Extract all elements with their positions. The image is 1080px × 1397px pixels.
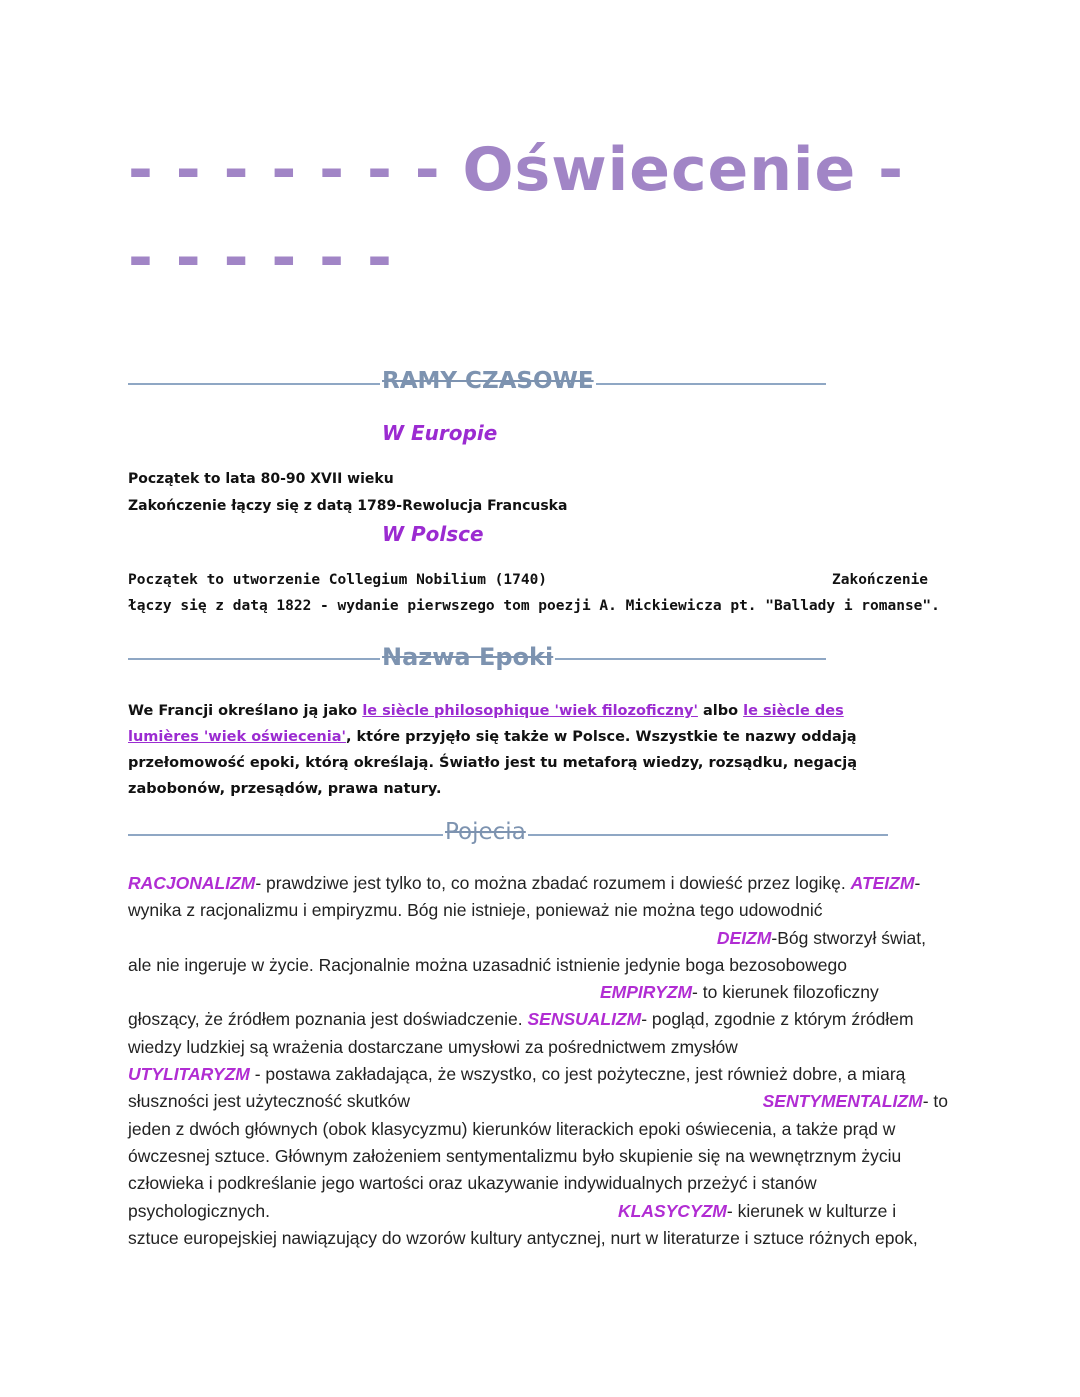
terms-line: [128, 1061, 958, 1088]
document-title: [128, 126, 948, 302]
terms-line: [128, 870, 958, 897]
term-definition-text: wynika z racjonalizmu i empiryzmu. Bóg nie istnieje, ponieważ nie można tego udowodnić: [128, 900, 823, 921]
terms-line: [128, 1116, 958, 1143]
term-definition-text: psychologicznych.: [128, 1200, 271, 1221]
section-heading-pojecia: Pojecia: [445, 819, 526, 845]
poland-end-text: łączy się z datą 1822 - wydanie pierwszego tom poezji A. Mickiewicza pt. "Ballady i romanse".: [128, 598, 940, 614]
europe-start-text: Początek to lata 80-90 XVII wieku: [128, 471, 394, 487]
terms-line-right: [763, 1088, 948, 1115]
terms-line: [128, 1034, 958, 1061]
nazwa-text-mid: albo: [697, 703, 744, 719]
terms-line: [128, 925, 958, 952]
term-definition-text: - pogląd, zgodnie z którym źródłem: [641, 1009, 914, 1030]
term-sentymentalizm: SENTYMENTALIZM: [762, 1091, 923, 1112]
term-klasycyzm: KLASYCYZM: [618, 1200, 727, 1221]
term-definition-text: ówczesnej sztuce. Głównym założeniem sentymentalizmu było skupienie się na wewnętrznym życiu: [128, 1145, 902, 1166]
term-definition-text: jeden z dwóch głównych (obok klasycyzmu) kierunków literackich epoki oświecenia, a także prąd w: [128, 1118, 896, 1139]
nazwa-paragraph: [128, 698, 918, 802]
terms-line: [128, 897, 958, 924]
term-racjonalizm: RACJONALIZM: [128, 873, 256, 893]
term-definition-text: - to kierunek filozoficzny: [692, 982, 879, 1003]
terms-line-left: [128, 1091, 410, 1111]
terms-line: [128, 952, 958, 979]
nazwa-text-after: , które przyjęło się także w Polsce. Wszystkie te nazwy oddają przełomowość epoki, którą określają. Światło jest tu metaforą wiedzy, rozsądku, negacją zabobonów, przesądów, prawa natury.: [128, 729, 857, 797]
term-definition-text: człowieka i podkreślanie jego wartości oraz ukazywanie indywidualnych przeżyć i stanów: [128, 1173, 817, 1194]
term-definition-text: ale nie ingeruje w życie. Racjonalnie można uzasadnić istnienie jedynie boga bezosobowego: [128, 954, 847, 975]
title-line-2: - - - - - -: [128, 223, 393, 293]
link-wiek-oswiecenia[interactable]: le siècle des lumières 'wiek oświecenia': [128, 703, 844, 745]
term-utylitaryzm: UTYLITARYZM: [128, 1064, 250, 1085]
term-definition-text: -: [914, 873, 921, 893]
term-definition-text: wiedzy ludzkiej są wrażenia dostarczane umysłowi za pośrednictwem zmysłów: [128, 1036, 738, 1057]
terms-line: [128, 1198, 958, 1225]
term-sensualizm: SENSUALIZM: [527, 1009, 642, 1030]
link-wiek-filozoficzny[interactable]: le siècle philosophique 'wiek filozoficzny': [362, 703, 698, 719]
europe-end-text: Zakończenie łączy się z datą 1789-Rewolucja Francuska: [128, 498, 568, 514]
term-deizm: DEIZM: [716, 927, 772, 948]
terms-line: [128, 1225, 958, 1252]
term-definition-text: - prawdziwe jest tylko to, co można zbadać rozumem i dowieść przez logikę.: [255, 873, 851, 893]
terms-line-right: [618, 1198, 896, 1225]
term-definition-text: -Bóg stworzył świat,: [771, 927, 926, 948]
terms-line: [128, 1088, 958, 1115]
term-empiryzm: EMPIRYZM: [600, 982, 693, 1003]
term-definition-text: słuszności jest użyteczność skutków: [128, 1091, 411, 1112]
subheading-europe: W Europie: [382, 421, 498, 445]
terms-paragraph: [128, 870, 958, 1252]
nazwa-text-before: We Francji określano ją jako: [128, 703, 363, 719]
term-definition-text: - postawa zakładająca, że wszystko, co jest pożyteczne, jest również dobre, a miarą: [249, 1064, 906, 1085]
terms-line-left: [128, 1201, 270, 1221]
poland-end-word: Zakończenie: [832, 572, 929, 588]
terms-line: [128, 1170, 958, 1197]
section-heading-ramy: RAMY CZASOWE: [382, 368, 594, 394]
title-line-1: - - - - - - - Oświecenie -: [128, 135, 904, 205]
terms-line: [128, 1006, 958, 1033]
terms-line: [128, 1143, 958, 1170]
term-definition-text: - kierunek w kulturze i: [726, 1200, 897, 1221]
term-definition-text: - to: [922, 1091, 948, 1112]
terms-line: [128, 979, 958, 1006]
term-ateizm: ATEIZM: [850, 873, 915, 893]
subheading-poland: W Polsce: [382, 522, 484, 546]
term-definition-text: głoszący, że źródłem poznania jest doświadczenie.: [128, 1009, 528, 1030]
section-heading-nazwa: Nazwa Epoki: [382, 643, 554, 671]
poland-start-text: Początek to utworzenie Collegium Nobilium (1740): [128, 572, 548, 588]
term-definition-text: sztuce europejskiej nawiązujący do wzorów kultury antycznej, nurt w literaturze i sztuce różnych epok,: [128, 1227, 918, 1248]
